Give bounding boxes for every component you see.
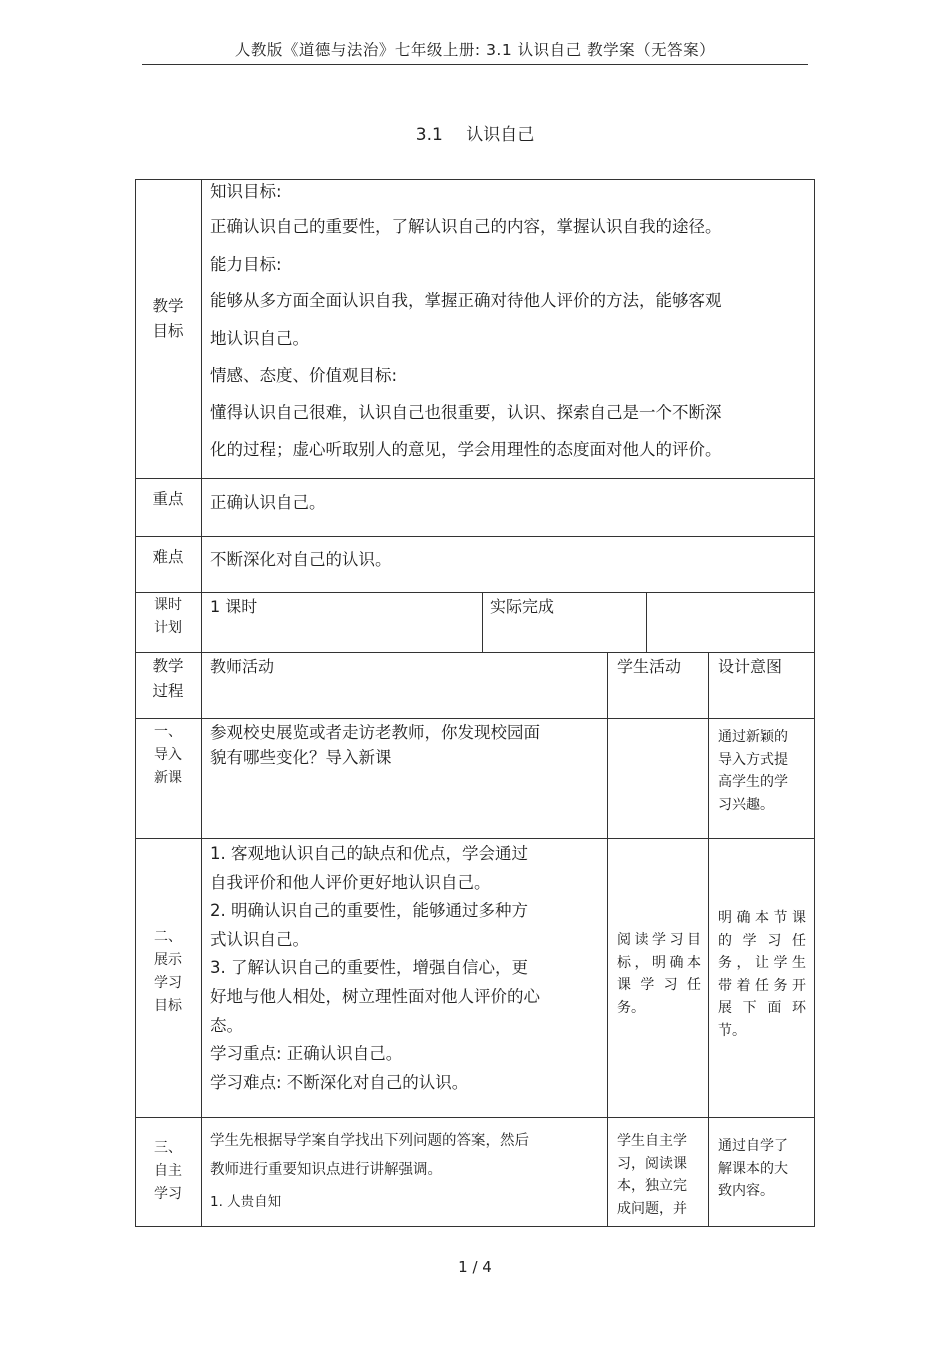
design-intent <box>718 907 806 1042</box>
process-label-line: 教学 <box>152 657 184 675</box>
student-activity-line: 课学习任 <box>617 977 701 993</box>
objective-line: 能够从多方面全面认识自我，掌握正确对待他人评价的方法，能够客观 <box>210 291 722 310</box>
column-divider <box>201 179 202 1227</box>
objectives-label <box>137 294 199 344</box>
design-intent-line: 的学习任 <box>718 932 806 949</box>
design-intent-line: 明确本节课 <box>718 910 806 926</box>
process-label <box>137 654 199 704</box>
student-activity-header: 学生活动 <box>617 657 682 676</box>
objective-line: 情感、态度、价值观目标: <box>210 366 398 385</box>
teacher-activity-line: 貌有哪些变化？导入新课 <box>210 748 392 767</box>
design-intent-line: 通过新颖的 <box>718 729 788 745</box>
row-divider <box>135 1117 815 1118</box>
design-intent-line: 节。 <box>718 1022 746 1039</box>
student-activity-line: 习，阅读课 <box>617 1155 687 1172</box>
student-activity-line: 务。 <box>617 999 645 1016</box>
step-label-line: 导入 <box>154 747 182 763</box>
teacher-activity <box>210 720 540 770</box>
process-label-line: 过程 <box>152 682 184 700</box>
objective-line: 正确认识自己的重要性，了解认识自己的内容，掌握认识自我的途径。 <box>210 217 722 236</box>
schedule-hours: 1 课时 <box>210 597 258 616</box>
teacher-activity-header: 教师活动 <box>210 657 275 676</box>
objective-line: 知识目标: <box>210 182 282 201</box>
teacher-activity-line: 2. 明确认识自己的重要性，能够通过多种方 <box>210 901 528 921</box>
row-divider <box>135 536 815 537</box>
teacher-activity-line: 学习重点: 正确认识自己。 <box>210 1044 403 1064</box>
column-divider <box>482 592 483 652</box>
design-intent <box>718 726 806 816</box>
step-label-line: 展示 <box>154 952 182 968</box>
teacher-activity-line: 自我评价和他人评价更好地认识自己。 <box>210 872 491 892</box>
design-intent <box>718 1135 806 1203</box>
key-point-content: 正确认识自己。 <box>210 493 326 512</box>
step-label-line: 自主 <box>154 1163 182 1179</box>
header-rule <box>142 64 808 65</box>
step-label-line: 学习 <box>154 1186 182 1202</box>
row-divider <box>135 592 815 593</box>
teacher-activity-line: 学习难点: 不断深化对自己的认识。 <box>210 1072 469 1092</box>
design-intent-line: 习兴趣。 <box>718 796 774 813</box>
teacher-activity-line: 1. 人贵自知 <box>210 1194 282 1210</box>
student-activity-line: 本，独立完 <box>617 1178 687 1194</box>
objectives-label-line: 目标 <box>152 322 184 340</box>
design-intent-line: 务，让学生 <box>718 955 806 971</box>
key-point-label: 重点 <box>152 490 184 508</box>
teacher-activity-line: 参观校史展览或者走访老教师，你发现校园面 <box>210 723 540 742</box>
objective-line: 懂得认识自己很难，认识自己也很重要，认识、探索自己是一个不断深 <box>210 403 722 422</box>
page-title: 3.1 认识自己 <box>415 125 535 145</box>
objectives-label-line: 教学 <box>152 297 184 315</box>
design-intent-line: 展下面环 <box>718 1000 806 1016</box>
teacher-activity-line: 态。 <box>210 1015 243 1035</box>
objective-line: 能力目标: <box>210 255 282 274</box>
teacher-activity-line: 教师进行重要知识点进行讲解强调。 <box>210 1162 442 1178</box>
objective-line: 地认识自己。 <box>210 329 309 348</box>
step-label <box>137 926 199 1018</box>
row-divider <box>135 478 815 479</box>
row-divider <box>135 838 815 839</box>
objective-line: 化的过程；虚心听取别人的意见，学会用理性的态度面对他人的评价。 <box>210 440 722 459</box>
step-label <box>137 721 199 790</box>
student-activity <box>617 1130 701 1220</box>
page-number: 1 / 4 <box>458 1258 492 1276</box>
step-label <box>137 1137 199 1206</box>
teacher-activity-line: 3. 了解认识自己的重要性，增强自信心，更 <box>210 958 528 978</box>
row-divider <box>135 652 815 653</box>
design-intent-line: 高学生的学 <box>718 774 788 790</box>
design-intent-line: 解课本的大 <box>718 1160 788 1177</box>
student-activity-line: 阅读学习目 <box>617 932 701 948</box>
difficulty-content: 不断深化对自己的认识。 <box>210 550 392 569</box>
design-intent-line: 通过自学了 <box>718 1138 788 1154</box>
column-divider <box>708 652 709 1227</box>
row-divider <box>135 718 815 719</box>
teacher-activity-line: 学生先根据导学案自学找出下列问题的答案，然后 <box>210 1133 529 1149</box>
step-label-line: 三、 <box>154 1140 182 1156</box>
teacher-activity-line: 1. 客观地认识自己的缺点和优点，学会通过 <box>210 844 528 863</box>
column-divider <box>607 652 608 1227</box>
teacher-activity <box>210 1127 529 1217</box>
teacher-activity-line: 好地与他人相处，树立理性面对他人评价的心 <box>210 986 540 1006</box>
step-label-line: 学习 <box>154 975 182 991</box>
schedule-label <box>137 594 199 640</box>
schedule-label-line: 计划 <box>154 620 182 636</box>
student-activity-line: 标，明确本 <box>617 954 701 971</box>
difficulty-label: 难点 <box>152 548 184 566</box>
design-intent-header: 设计意图 <box>718 657 783 676</box>
page-header: 人教版《道德与法治》七年级上册: 3.1 认识自己 教学案（无答案） <box>234 41 716 59</box>
teacher-activity-line: 式认识自己。 <box>210 929 309 949</box>
actual-complete-label: 实际完成 <box>490 597 555 616</box>
step-label-line: 目标 <box>154 998 182 1014</box>
step-label-line: 新课 <box>154 770 182 786</box>
column-divider <box>646 592 647 652</box>
step-label-line: 二、 <box>154 929 182 945</box>
design-intent-line: 带着任务开 <box>718 977 806 994</box>
student-activity-line: 成问题，并 <box>617 1200 687 1217</box>
student-activity <box>617 929 701 1019</box>
schedule-label-line: 课时 <box>154 597 182 613</box>
step-label-line: 一、 <box>154 724 182 740</box>
student-activity-line: 学生自主学 <box>617 1133 687 1149</box>
teacher-activity <box>210 840 540 1097</box>
design-intent-line: 致内容。 <box>718 1183 774 1199</box>
design-intent-line: 导入方式提 <box>718 751 788 768</box>
